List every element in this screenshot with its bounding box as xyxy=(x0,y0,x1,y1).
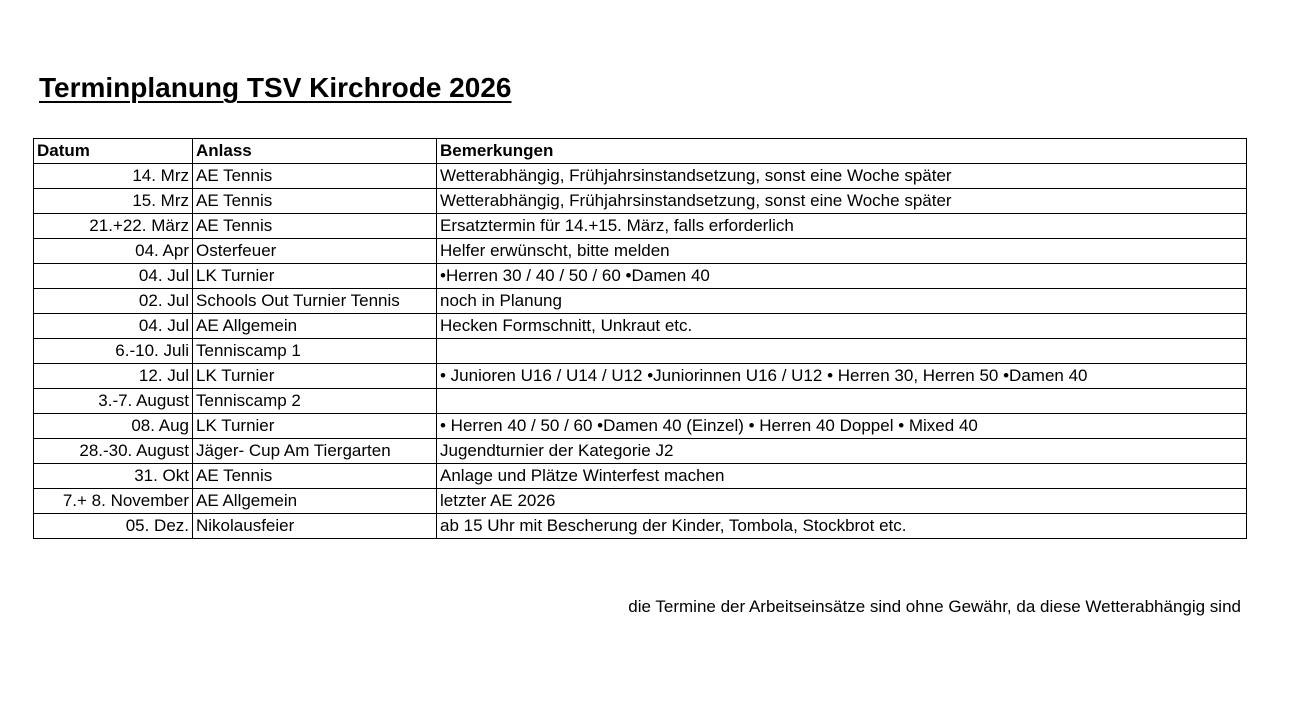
table-row xyxy=(34,189,1247,214)
cell-bemerkungen: letzter AE 2026 xyxy=(437,489,1247,514)
cell-anlass: Osterfeuer xyxy=(193,239,437,264)
table-row xyxy=(34,214,1247,239)
cell-anlass: Schools Out Turnier Tennis xyxy=(193,289,437,314)
page-title: Terminplanung TSV Kirchrode 2026 xyxy=(39,72,512,103)
table-header-row xyxy=(34,139,1247,164)
column-header-anlass: Anlass xyxy=(193,139,437,164)
cell-bemerkungen: •Herren 30 / 40 / 50 / 60 •Damen 40 xyxy=(437,264,1247,289)
cell-datum: 04. Jul xyxy=(34,314,193,339)
table-row xyxy=(34,239,1247,264)
cell-datum: 21.+22. März xyxy=(34,214,193,239)
cell-anlass: Tenniscamp 2 xyxy=(193,389,437,414)
table-row xyxy=(34,364,1247,389)
cell-datum: 02. Jul xyxy=(34,289,193,314)
cell-bemerkungen: Helfer erwünscht, bitte melden xyxy=(437,239,1247,264)
disclaimer-note: die Termine der Arbeitseinsätze sind ohne Gewähr, da diese Wetterabhängig sind xyxy=(628,597,1241,616)
cell-anlass: Tenniscamp 1 xyxy=(193,339,437,364)
cell-anlass: AE Tennis xyxy=(193,164,437,189)
cell-bemerkungen: noch in Planung xyxy=(437,289,1247,314)
cell-bemerkungen: Wetterabhängig, Frühjahrsinstandsetzung, sonst eine Woche später xyxy=(437,164,1247,189)
cell-datum: 28.-30. August xyxy=(34,439,193,464)
table-row xyxy=(34,414,1247,439)
cell-datum: 15. Mrz xyxy=(34,189,193,214)
table-row xyxy=(34,514,1247,539)
cell-bemerkungen: ab 15 Uhr mit Bescherung der Kinder, Tombola, Stockbrot etc. xyxy=(437,514,1247,539)
cell-anlass: LK Turnier xyxy=(193,264,437,289)
table-row xyxy=(34,339,1247,364)
cell-bemerkungen: Hecken Formschnitt, Unkraut etc. xyxy=(437,314,1247,339)
cell-bemerkungen: • Junioren U16 / U14 / U12 •Juniorinnen U16 / U12 • Herren 30, Herren 50 •Damen 40 xyxy=(437,364,1247,389)
cell-datum: 6.-10. Juli xyxy=(34,339,193,364)
table-row xyxy=(34,464,1247,489)
cell-datum: 14. Mrz xyxy=(34,164,193,189)
cell-anlass: AE Tennis xyxy=(193,214,437,239)
cell-datum: 08. Aug xyxy=(34,414,193,439)
cell-bemerkungen: Jugendturnier der Kategorie J2 xyxy=(437,439,1247,464)
table-row xyxy=(34,489,1247,514)
cell-anlass: Jäger- Cup Am Tiergarten xyxy=(193,439,437,464)
cell-anlass: Nikolausfeier xyxy=(193,514,437,539)
cell-bemerkungen: Anlage und Plätze Winterfest machen xyxy=(437,464,1247,489)
cell-anlass: AE Tennis xyxy=(193,464,437,489)
schedule-table-body xyxy=(34,164,1247,539)
cell-bemerkungen: Ersatztermin für 14.+15. März, falls erforderlich xyxy=(437,214,1247,239)
schedule-table xyxy=(33,138,1247,539)
cell-datum: 04. Apr xyxy=(34,239,193,264)
cell-anlass: LK Turnier xyxy=(193,414,437,439)
cell-anlass: AE Allgemein xyxy=(193,489,437,514)
table-row xyxy=(34,164,1247,189)
column-header-datum: Datum xyxy=(34,139,193,164)
cell-datum: 7.+ 8. November xyxy=(34,489,193,514)
table-row xyxy=(34,439,1247,464)
cell-datum: 3.-7. August xyxy=(34,389,193,414)
table-row xyxy=(34,264,1247,289)
column-header-bemerkungen: Bemerkungen xyxy=(437,139,1247,164)
cell-anlass: AE Tennis xyxy=(193,189,437,214)
table-row xyxy=(34,389,1247,414)
cell-bemerkungen: • Herren 40 / 50 / 60 •Damen 40 (Einzel) • Herren 40 Doppel • Mixed 40 xyxy=(437,414,1247,439)
cell-datum: 31. Okt xyxy=(34,464,193,489)
cell-bemerkungen: Wetterabhängig, Frühjahrsinstandsetzung, sonst eine Woche später xyxy=(437,189,1247,214)
cell-datum: 05. Dez. xyxy=(34,514,193,539)
table-row xyxy=(34,289,1247,314)
cell-bemerkungen xyxy=(437,339,1247,364)
cell-anlass: AE Allgemein xyxy=(193,314,437,339)
cell-bemerkungen xyxy=(437,389,1247,414)
cell-datum: 12. Jul xyxy=(34,364,193,389)
cell-datum: 04. Jul xyxy=(34,264,193,289)
cell-anlass: LK Turnier xyxy=(193,364,437,389)
table-row xyxy=(34,314,1247,339)
